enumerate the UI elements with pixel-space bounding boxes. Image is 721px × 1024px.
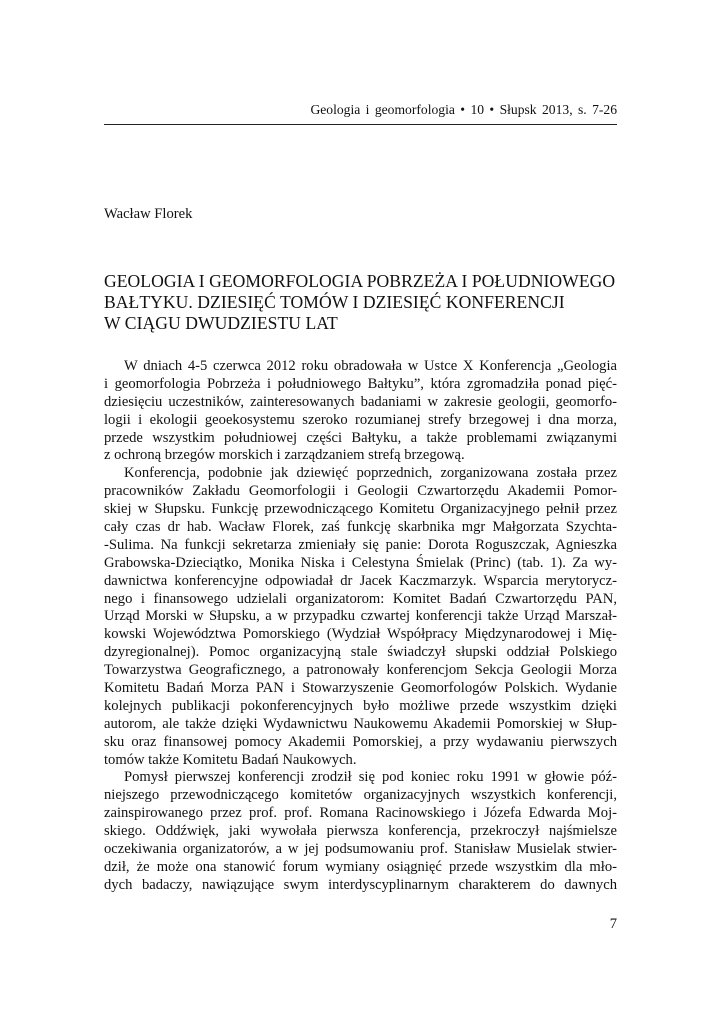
text-line: dych badaczy, nawiązujące swym interdyscyplinarnym charakterem do dawnych — [104, 876, 617, 893]
text-line: logii i ekologii geoekosystemu szeroko rozumianej strefy brzegowej i dna morza, — [104, 411, 617, 428]
text-line: Konferencja, podobnie jak dziewięć poprzednich, zorganizowana została przez — [124, 465, 617, 482]
text-line: przede wszystkim południowej części Bałtyku, a także problemami związanymi — [104, 429, 617, 446]
title-line: W CIĄGU DWUDZIESTU LAT — [104, 313, 338, 333]
text-line: kowski Województwa Pomorskiego (Wydział Współpracy Międzynarodowej i Mię- — [104, 626, 617, 643]
text-line: cały czas dr hab. Wacław Florek, zaś funkcję skarbnika mgr Małgorzata Szychta- — [104, 519, 617, 536]
article-title — [104, 271, 617, 334]
text-line: autorom, ale także dzięki Wydawnictwu Naukowemu Akademii Pomorskiej w Słup- — [104, 715, 617, 732]
text-line: niejszego przewodniczącego komitetów organizacyjnych wszystkich konferencji, — [104, 787, 617, 804]
text-line: dzyregionalnej). Pomoc organizacyjną stale świadczył słupski oddział Polskiego — [104, 644, 617, 661]
text-line: oczekiwania organizatorów, a w jej podsumowaniu prof. Stanisław Musielak stwier- — [104, 841, 617, 858]
article-body — [104, 358, 617, 895]
text-line: Komitetu Badań Morza PAN i Stowarzyszenie Geomorfologów Polskich. Wydanie — [104, 680, 617, 697]
text-line: W dniach 4-5 czerwca 2012 roku obradowała w Ustce X Konferencja „Geologia — [124, 358, 617, 374]
text-line: Pomysł pierwszej konferencji zrodził się pod koniec roku 1991 w głowie póź- — [124, 769, 617, 786]
text-line: Grabowska-Dzieciątko, Monika Niska i Celestyna Śmielak (Princ) (tab. 1). Za wy- — [104, 554, 617, 571]
text-line: dził, że może ona stanowić forum wymiany osiągnięć przede wszystkim dla mło- — [104, 858, 617, 875]
text-line: dziesięciu uczestników, zainteresowanych badaniami w zakresie geologii, geomorfo- — [104, 393, 617, 410]
text-line: Urząd Morski w Słupsku, a w przypadku czwartej konferencji także Urząd Marszał- — [104, 608, 617, 625]
text-line: sku oraz finansowej pomocy Akademii Pomorskiej, a przy wydawaniu pierwszych — [104, 733, 617, 750]
header-rule — [104, 124, 617, 125]
text-line: dawnictwa konferencyjne odpowiadał dr Jacek Kaczmarzyk. Wsparcia merytorycz- — [104, 572, 617, 589]
page-number: 7 — [609, 916, 617, 932]
text-line: tomów także Komitetu Badań Naukowych. — [104, 751, 357, 768]
title-line: BAŁTYKU. DZIESIĘĆ TOMÓW I DZIESIĘĆ KONFERENCJI — [104, 292, 565, 312]
text-line: nego i finansowego udzielali organizatorom: Komitet Badań Czwartorzędu PAN, — [104, 590, 617, 607]
author-name: Wacław Florek — [104, 206, 193, 222]
text-line: z ochroną brzegów morskich i zarządzaniem strefą brzegową. — [104, 447, 465, 464]
text-line: skiej w Słupsku. Funkcję przewodniczącego Komitetu Organizacyjnego pełnił przez — [104, 501, 617, 518]
text-line: pracowników Zakładu Geomorfologii i Geologii Czwartorzędu Akademii Pomor- — [104, 483, 617, 500]
text-line: -Sulima. Na funkcji sekretarza zmieniały się panie: Dorota Roguszczak, Agnieszka — [104, 536, 617, 553]
text-line: Towarzystwa Geograficznego, a patronowały konferencjom Sekcja Geologii Morza — [104, 662, 617, 679]
text-line: i geomorfologia Pobrzeża i południowego Bałtyku”, która zgromadziła ponad pięć- — [104, 375, 617, 392]
text-line: zainspirowanego przez prof. prof. Romana Racinowskiego i Józefa Edwarda Moj- — [104, 805, 617, 822]
text-line: kolejnych publikacji pokonferencyjnych było możliwe przede wszystkim dzięki — [104, 697, 617, 714]
text-line: skiego. Oddźwięk, jaki wywołała pierwsza konferencja, przekroczył najśmielsze — [104, 823, 617, 840]
title-line: GEOLOGIA I GEOMORFOLOGIA POBRZEŻA I POŁUDNIOWEGO — [104, 271, 616, 291]
running-head: Geologia i geomorfologia • 10 • Słupsk 2013, s. 7-26 — [310, 102, 617, 117]
